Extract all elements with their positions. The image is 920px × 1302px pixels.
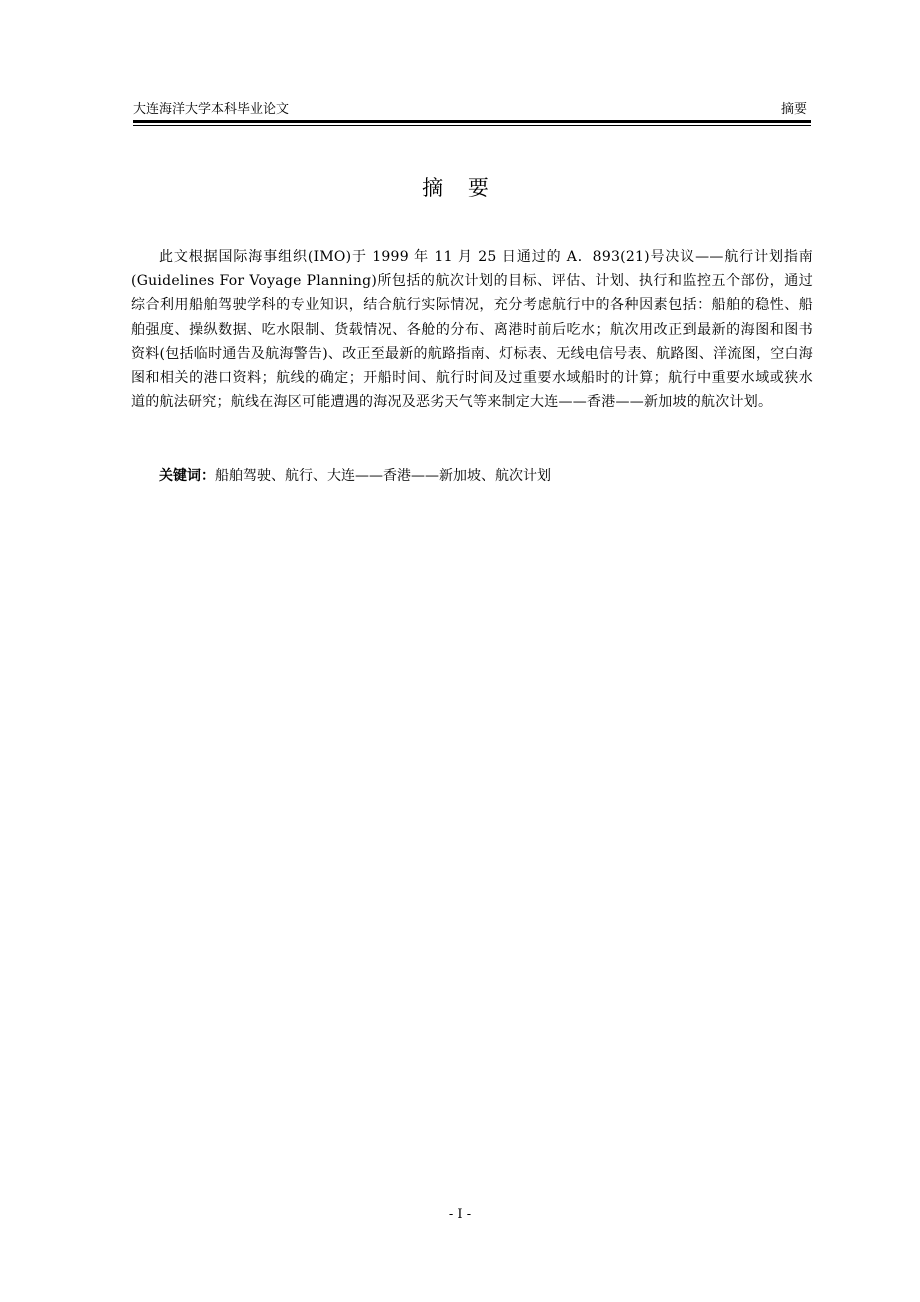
keywords-line — [131, 464, 813, 488]
header-rule-thick — [133, 120, 811, 123]
header-rule-thin — [133, 125, 811, 126]
keywords-label: 关键词： — [159, 468, 215, 484]
running-header — [133, 100, 809, 120]
keywords-text: 船舶驾驶、航行、大连——香港——新加坡、航次计划 — [215, 468, 551, 484]
header-thesis-title: 大连海洋大学本科毕业论文 — [133, 102, 290, 117]
header-double-rule — [133, 120, 811, 126]
page-number: - I - — [448, 1207, 472, 1222]
page-title: 摘 要 — [422, 176, 498, 200]
abstract-paragraph: 此文根据国际海事组织(IMO)于 1999 年 11 月 25 日通过的 A．893(21)号决议——航行计划指南(Guidelines For Voyage Planning)所包括的航次计划的目标、评估、计划、执行和监控五个部份，通过综合利用船舶驾驶学科的专业知识，结合航行实际情况，充分考虑航行中的各种因素包括：船舶的稳性、船舶强度、操纵数据、吃水限制、货载情况、各舱的分布、离港时前后吃水；航次用改正到最新的海图和图书资料(包括临时通告及航海警告)、改正至最新的航路指南、灯标表、无线电信号表、航路图、洋流图，空白海图和相关的港口资料；航线的确定；开船时间、航行时间及过重要水域船时的计算；航行中重要水域或狭水道的航法研究；航线在海区可能遭遇的海况及恶劣天气等来制定大连——香港——新加坡的航次计划。 — [131, 249, 813, 411]
header-section-name: 摘要 — [780, 102, 807, 117]
